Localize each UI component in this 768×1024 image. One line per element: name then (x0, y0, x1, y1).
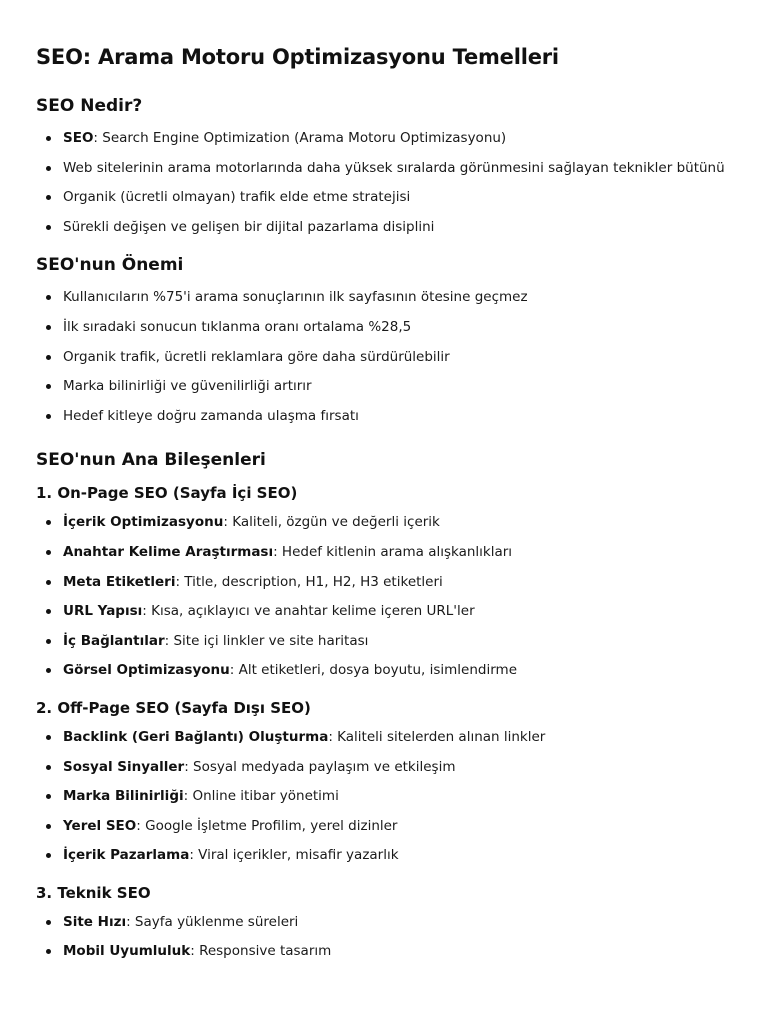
list-item-text: : Online itibar yönetimi (183, 788, 339, 805)
list-item-text: Organik trafik, ücretli reklamlara göre daha sürdürülebilir (63, 348, 450, 365)
list-item-text: : Alt etiketleri, dosya boyutu, isimlendirme (229, 662, 517, 679)
bullet-list-seo-onemi (36, 287, 732, 425)
list-item-term: Backlink (Geri Bağlantı) Oluşturma (63, 728, 329, 745)
list-item (63, 406, 732, 426)
list-item-text: : Site içi linkler ve site haritası (164, 632, 369, 649)
list-item-term: URL Yapısı (63, 603, 143, 620)
list-item (63, 542, 732, 562)
list-item-text: Hedef kitleye doğru zamanda ulaşma fırsatı (63, 407, 359, 424)
list-item (63, 912, 732, 932)
list-item-text: Web sitelerinin arama motorlarında daha yüksek sıralarda görünmesini sağlayan teknikler bütünü (63, 159, 725, 176)
section-heading-seo-onemi: SEO'nun Önemi (36, 255, 184, 276)
list-item-text: Marka bilinirliği ve güvenilirliği artırır (63, 378, 312, 395)
list-item (63, 512, 732, 532)
section-heading-ana-bilesenler: SEO'nun Ana Bileşenleri (36, 450, 266, 471)
list-item-term: İç Bağlantılar (63, 632, 165, 649)
list-item (63, 631, 732, 651)
list-item (63, 287, 732, 307)
list-item-term: Mobil Uyumluluk (63, 943, 191, 960)
list-item-text: : Sosyal medyada paylaşım ve etkileşim (184, 758, 456, 775)
bullet-list-seo-nedir (36, 128, 732, 237)
subsection-heading-on-page: 1. On-Page SEO (Sayfa İçi SEO) (36, 484, 298, 503)
list-item (63, 317, 732, 337)
list-item-text: Sürekli değişen ve gelişen bir dijital pazarlama disiplini (63, 218, 435, 235)
list-item-text: : Kaliteli sitelerden alınan linkler (328, 728, 546, 745)
list-item (63, 845, 732, 865)
list-item (63, 572, 732, 592)
bullet-list-off-page (36, 727, 732, 865)
list-item-text: : Hedef kitlenin arama alışkanlıkları (273, 543, 513, 560)
subsection-heading-off-page: 2. Off-Page SEO (Sayfa Dışı SEO) (36, 698, 311, 717)
list-item-text: : Title, description, H1, H2, H3 etiketleri (175, 573, 443, 590)
list-item-text: : Google İşletme Profilim, yerel dizinler (136, 817, 398, 834)
list-item-text: : Kısa, açıklayıcı ve anahtar kelime içeren URL'ler (142, 603, 475, 620)
list-item-term: İçerik Optimizasyonu (63, 514, 224, 531)
list-item (63, 660, 732, 680)
list-item (63, 187, 732, 207)
list-item-term: Sosyal Sinyaller (63, 758, 185, 775)
list-item-text: : Responsive tasarım (190, 943, 332, 960)
page-title: SEO: Arama Motoru Optimizasyonu Temelleri (36, 45, 559, 69)
list-item (63, 376, 732, 396)
list-item (63, 158, 732, 178)
list-item (63, 347, 732, 367)
list-item-term: Yerel SEO (63, 817, 137, 834)
list-item-term: Anahtar Kelime Araştırması (63, 543, 274, 560)
list-item-text: : Sayfa yüklenme süreleri (126, 913, 299, 930)
list-item-text: Organik (ücretli olmayan) trafik elde etme stratejisi (63, 189, 411, 206)
list-item-text: : Kaliteli, özgün ve değerli içerik (223, 514, 440, 531)
list-item-term: Marka Bilinirliği (63, 788, 184, 805)
list-item (63, 217, 732, 237)
list-item (63, 757, 732, 777)
section-heading-seo-nedir: SEO Nedir? (36, 96, 143, 116)
bullet-list-teknik (36, 912, 732, 962)
list-item (63, 601, 732, 621)
list-item (63, 941, 732, 961)
list-item-term: Site Hızı (63, 913, 127, 930)
list-item (63, 128, 732, 148)
list-item-text: : Viral içerikler, misafir yazarlık (189, 847, 399, 864)
list-item-term: Meta Etiketleri (63, 573, 176, 590)
list-item-text: : Search Engine Optimization (Arama Motoru Optimizasyonu) (93, 130, 507, 146)
list-item-text: İlk sıradaki sonucun tıklanma oranı ortalama %28,5 (63, 318, 412, 335)
bullet-list-on-page (36, 512, 732, 680)
list-item-text: Kullanıcıların %75'i arama sonuçlarının ilk sayfasının ötesine geçmez (63, 289, 528, 306)
list-item (63, 727, 732, 747)
list-item (63, 786, 732, 806)
list-item-term: Görsel Optimizasyonu (63, 662, 230, 679)
list-item (63, 816, 732, 836)
subsection-heading-teknik: 3. Teknik SEO (36, 883, 151, 902)
list-item-term: SEO (63, 130, 94, 146)
list-item-term: İçerik Pazarlama (63, 847, 190, 864)
